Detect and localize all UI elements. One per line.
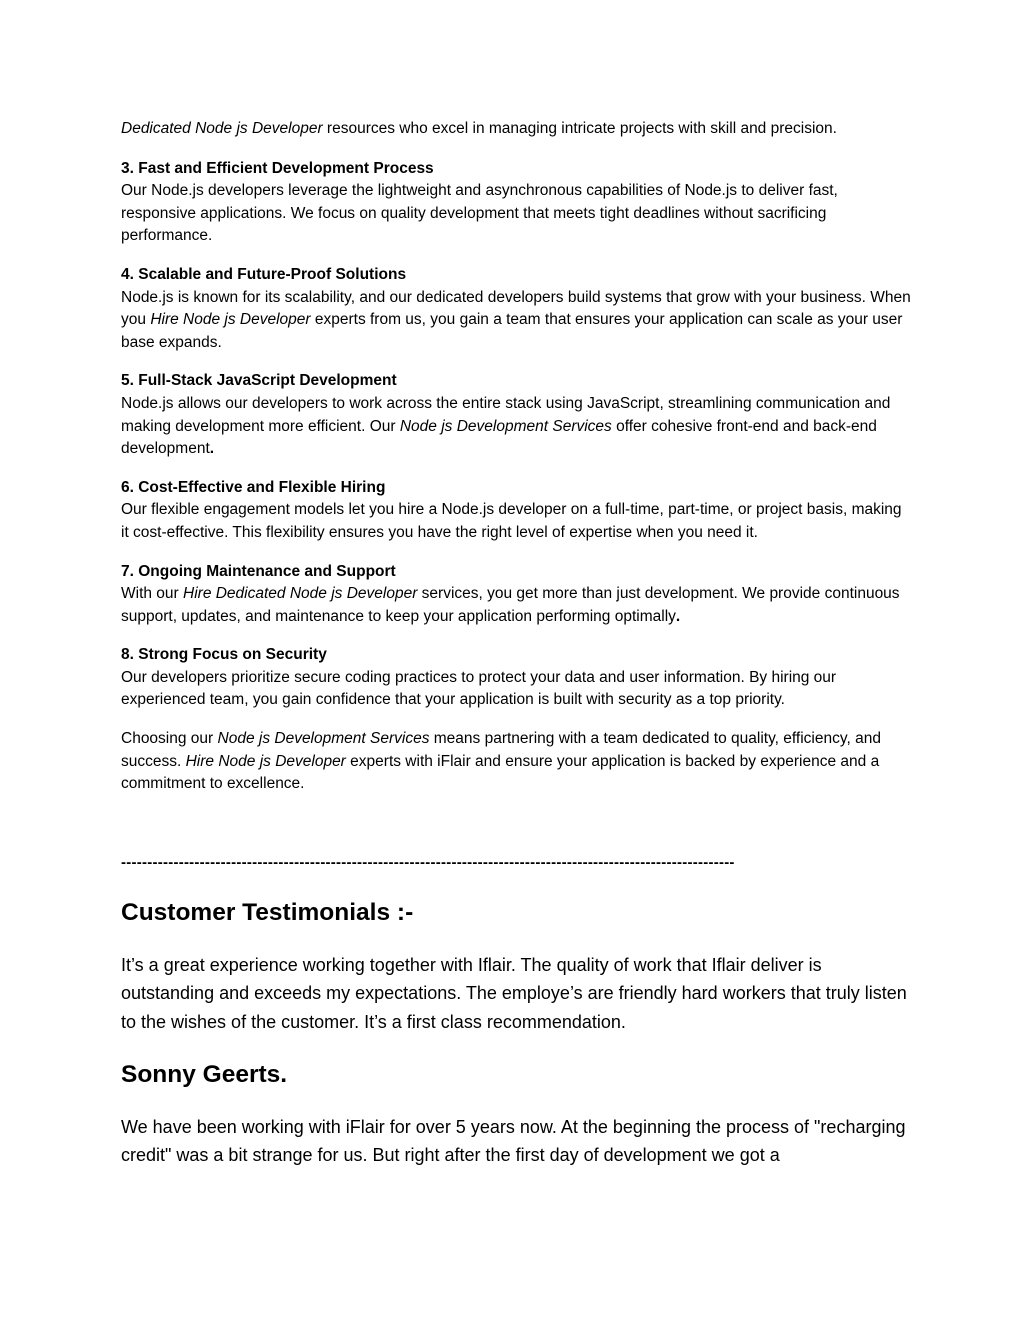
dashed-divider: --------------------------------------------------------------------------------------------------------------------- bbox=[121, 853, 735, 871]
body-run-italic: Node js Development Services bbox=[399, 417, 612, 435]
section-title: 6. Cost-Effective and Flexible Hiring bbox=[121, 478, 386, 496]
benefit-section bbox=[121, 561, 911, 629]
closing-paragraph bbox=[121, 728, 911, 796]
body-run: Node.js allows our developers to work across the entire stack using JavaScript, streamlining communication and making development more efficient. Our bbox=[121, 394, 891, 435]
intro-italic-phrase: Dedicated Node js Developer bbox=[121, 120, 323, 137]
benefit-section bbox=[121, 644, 911, 712]
section-body bbox=[121, 393, 911, 461]
benefit-section bbox=[121, 370, 911, 460]
intro-text: resources who excel in managing intricate projects with skill and precision. bbox=[322, 120, 837, 137]
body-run-bold: . bbox=[675, 607, 681, 625]
body-run: Our developers prioritize secure coding practices to protect your data and user information. By hiring our experienced team, you gain confidence that your application is built with security as a top priority. bbox=[121, 668, 837, 709]
benefit-section bbox=[121, 477, 911, 545]
section-body bbox=[121, 667, 911, 712]
testimonials-heading: Customer Testimonials :- bbox=[121, 898, 414, 926]
section-title: 7. Ongoing Maintenance and Support bbox=[121, 562, 396, 580]
testimonial-quote: We have been working with iFlair for over 5 years now. At the beginning the process of "recharging credit" was a bit strange for us. But right after the first day of development we got a bbox=[121, 1116, 906, 1166]
section-body bbox=[121, 499, 911, 544]
body-run-bold: . bbox=[209, 440, 215, 458]
body-run: Node.js is known for its scalability, and our dedicated developers build systems that grow with your business. When you bbox=[121, 288, 911, 329]
body-run: With our bbox=[121, 585, 184, 603]
body-run-italic: Hire Node js Developer bbox=[150, 311, 311, 329]
testimonial-quote: It’s a great experience working together with Iflair. The quality of work that Iflair deliver is outstanding and exceeds my expectations. The employe’s are friendly hard workers that truly listen to the wishes of the customer. It’s a first class recommendation. bbox=[121, 954, 907, 1033]
section-body bbox=[121, 180, 911, 248]
intro-paragraph bbox=[121, 118, 911, 141]
body-run: Our Node.js developers leverage the lightweight and asynchronous capabilities of Node.js to deliver fast, responsive applications. We focus on quality development that meets tight deadlines without sacrificing performance. bbox=[121, 182, 838, 245]
section-body bbox=[121, 287, 911, 355]
section-title: 4. Scalable and Future-Proof Solutions bbox=[121, 265, 407, 283]
body-run: experts from us, you gain a team that ensures your application can scale as your user base expands. bbox=[121, 311, 903, 351]
closing-run-italic: Node js Development Services bbox=[217, 730, 430, 748]
closing-run-italic: Hire Node js Developer bbox=[185, 752, 346, 770]
closing-run: experts with iFlair and ensure your application is backed by experience and a commitment to excellence. bbox=[121, 752, 880, 793]
body-run: offer cohesive front-end and back-end development bbox=[121, 417, 877, 458]
closing-run: Choosing our bbox=[121, 730, 218, 748]
page-content bbox=[121, 118, 911, 1170]
section-title: 5. Full-Stack JavaScript Development bbox=[121, 372, 397, 390]
benefit-sections bbox=[121, 158, 911, 712]
body-run-italic: Hire Dedicated Node js Developer bbox=[183, 585, 418, 603]
body-run: services, you get more than just development. We provide continuous support, updates, and maintenance to keep your application performing optimally bbox=[121, 585, 900, 625]
testimonial-author: Sonny Geerts. bbox=[121, 1060, 288, 1088]
section-title: 3. Fast and Efficient Development Process bbox=[121, 159, 434, 177]
section-body bbox=[121, 583, 911, 628]
benefit-section bbox=[121, 264, 911, 354]
body-run: Our flexible engagement models let you hire a Node.js developer on a full-time, part-time, or project basis, making it cost-effective. This flexibility ensures you have the right level of expertise when you need it. bbox=[121, 501, 902, 541]
section-title: 8. Strong Focus on Security bbox=[121, 646, 327, 664]
closing-run: means partnering with a team dedicated to quality, efficiency, and success. bbox=[121, 730, 881, 770]
benefit-section bbox=[121, 158, 911, 248]
